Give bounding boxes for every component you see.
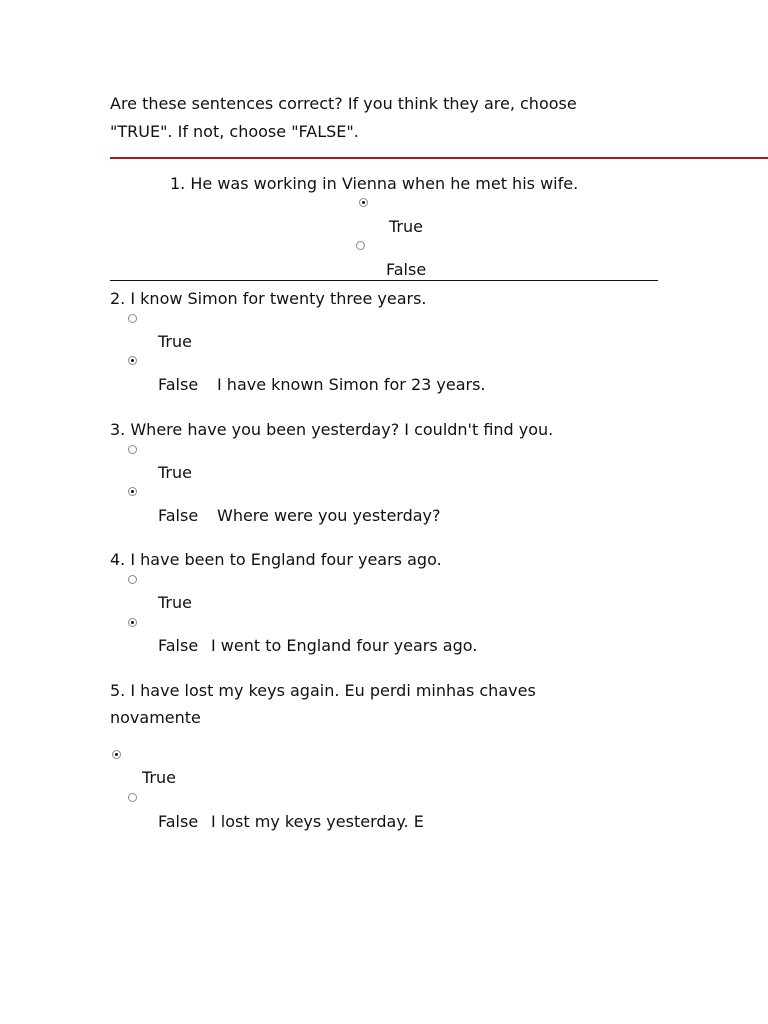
question-1-prompt: 1. He was working in Vienna when he met his wife.	[170, 174, 579, 193]
question-5-prompt-line-1: 5. I have lost my keys again. Eu perdi minhas chaves	[110, 681, 536, 700]
question-1-divider	[110, 280, 658, 281]
instructions-line-1: Are these sentences correct? If you think they are, choose	[110, 94, 577, 113]
question-2-false-radio[interactable]	[128, 356, 137, 365]
question-3-false-radio[interactable]	[128, 487, 137, 496]
question-1-false-label: False	[386, 260, 427, 279]
question-3-false-label: False	[158, 506, 199, 525]
question-4-false-radio[interactable]	[128, 618, 137, 627]
question-1-true-radio[interactable]	[359, 198, 368, 207]
question-1-true-label: True	[389, 217, 423, 236]
question-5-prompt-line-2: novamente	[110, 708, 201, 727]
question-3-prompt: 3. Where have you been yesterday? I couldn't find you.	[110, 420, 554, 439]
question-5-false-radio[interactable]	[128, 793, 137, 802]
question-2-prompt: 2. I know Simon for twenty three years.	[110, 289, 427, 308]
question-3-correction: Where were you yesterday?	[217, 506, 441, 525]
question-4-correction: I went to England four years ago.	[211, 636, 478, 655]
question-5-false-label: False	[158, 812, 199, 831]
question-4-true-label: True	[158, 593, 192, 612]
question-5-true-label: True	[142, 768, 176, 787]
question-2-true-label: True	[158, 332, 192, 351]
question-4-true-radio[interactable]	[128, 575, 137, 584]
question-2-true-radio[interactable]	[128, 314, 137, 323]
question-1-false-radio[interactable]	[356, 241, 365, 250]
question-5-true-radio[interactable]	[112, 750, 121, 759]
question-4-false-label: False	[158, 636, 199, 655]
header-divider	[110, 157, 768, 159]
question-2-false-label: False	[158, 375, 199, 394]
question-2-correction: I have known Simon for 23 years.	[217, 375, 486, 394]
question-5-correction: I lost my keys yesterday. E	[211, 812, 424, 831]
instructions-line-2: "TRUE". If not, choose "FALSE".	[110, 122, 359, 141]
question-3-true-radio[interactable]	[128, 445, 137, 454]
question-3-true-label: True	[158, 463, 192, 482]
question-4-prompt: 4. I have been to England four years ago.	[110, 550, 442, 569]
